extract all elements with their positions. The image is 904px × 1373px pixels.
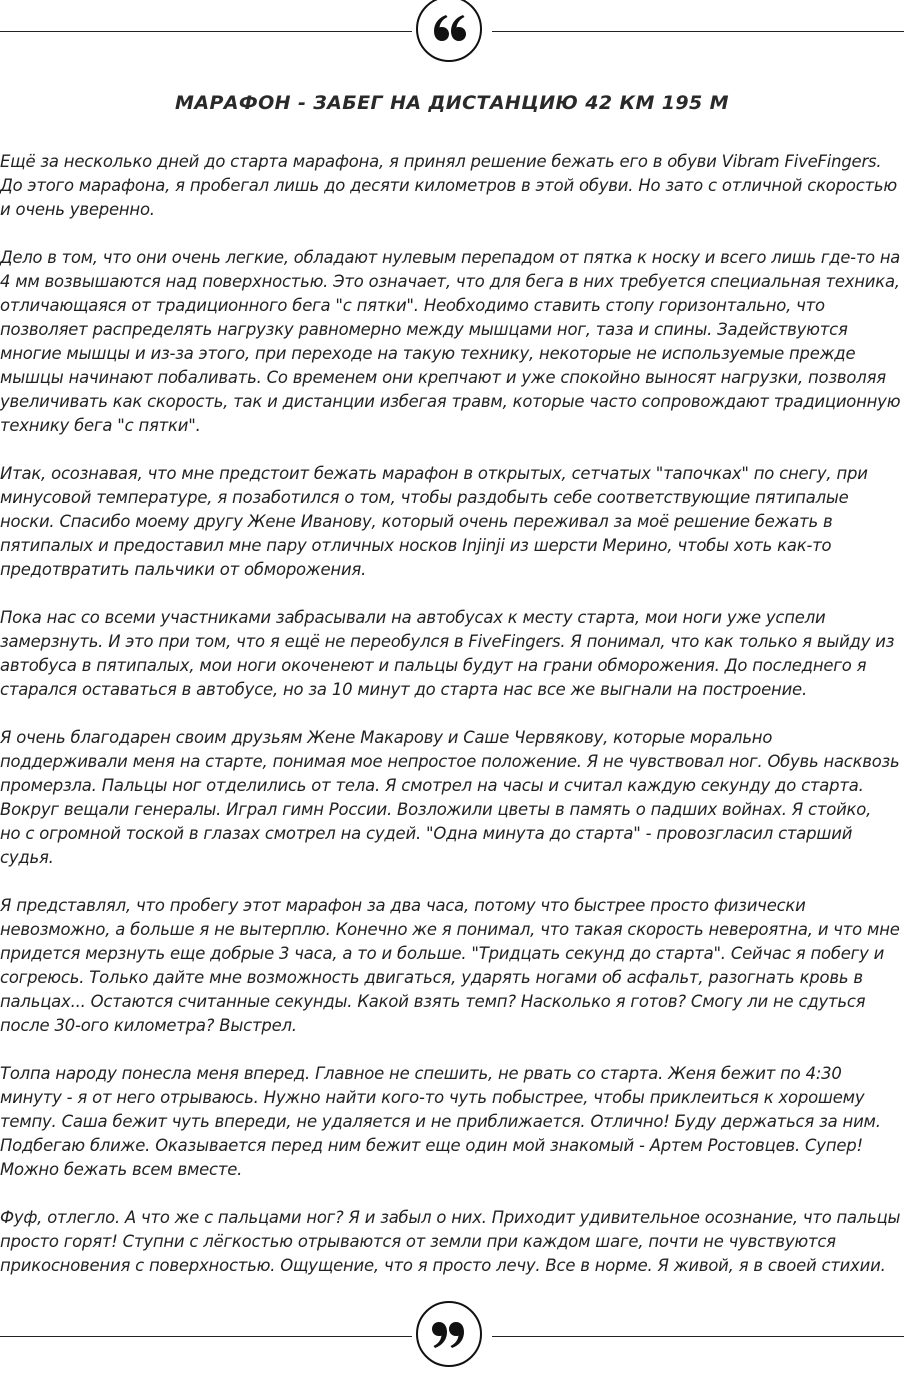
paragraph [0,150,904,222]
paragraph-line: промерзла. Пальцы ног отделились от тела. Я смотрел на часы и считал каждую секунду до старта. [0,776,864,795]
opening-quote-icon [416,0,482,62]
paragraph-line: прикосновения с поверхностью. Ощущение, что я просто лечу. Все в норме. Я живой, я в своей стихии. [0,1256,886,1275]
divider-line-left [0,1336,412,1337]
paragraph-line: многие мышцы и из-за этого, при переходе на такую технику, некоторые не используемые прежде [0,344,856,363]
paragraph-line: замерзнуть. И это при том, что я ещё не переобулся в FiveFingers. Я понимал, что как только я выйду из [0,632,895,651]
paragraph-line: придется мерзнуть еще добрые 3 часа, а то и больше. "Тридцать секунд до старта". Сейчас я побегу и [0,944,885,963]
paragraph-line: и очень уверенно. [0,200,155,219]
paragraph [0,1062,904,1182]
paragraph-line: пальцах... Остаются считанные секунды. Какой взять темп? Насколько я готов? Смогу ли не сдуться [0,992,866,1011]
top-quote-divider [0,0,904,68]
paragraph-line: Толпа народу понесла меня вперед. Главное не спешить, не рвать со старта. Женя бежит по 4:30 [0,1064,842,1083]
paragraph-line: но с огромной тоской в глазах смотрел на судей. "Одна минута до старта" - провозгласил старший [0,824,853,843]
paragraph-line: До этого марафона, я пробегал лишь до десяти километров в этой обуви. Но зато с отличной скоростью [0,176,898,195]
paragraph-line: минуту - я от него отрываюсь. Нужно найти кого-то чуть побыстрее, чтобы приклеиться к хорошему [0,1088,865,1107]
paragraph-line: Пока нас со всеми участниками забрасывали на автобусах к месту старта, мои ноги уже успели [0,608,826,627]
paragraph-line: Можно бежать всем вместе. [0,1160,243,1179]
paragraph-line: мышцы начинают побаливать. Со временем они крепчают и уже спокойно выносят нагрузки, позволяя [0,368,886,387]
divider-line-left [0,31,412,32]
paragraph [0,462,904,582]
paragraph-line: Ещё за несколько дней до старта марафона, я принял решение бежать его в обуви Vibram FiveFingers. [0,152,882,171]
article-body [0,150,904,1278]
paragraph-line: темпу. Саша бежит чуть впереди, не удаляется и не приближается. Отлично! Буду держаться за ним. [0,1112,881,1131]
bottom-quote-divider [0,1301,904,1373]
paragraph [0,1206,904,1278]
paragraph-line: Я очень благодарен своим друзьям Жене Макарову и Саше Червякову, которые морально [0,728,773,747]
paragraph-line: увеличивать как скорость, так и дистанции избегая травм, которые часто сопровождают традиционную [0,392,901,411]
paragraph [0,726,904,870]
paragraph-line: невозможно, а больше я не вытерплю. Конечно же я понимал, что такая скорость невероятна, и что мне [0,920,900,939]
paragraph-line: минусовой температуре, я позаботился о том, чтобы раздобыть себе соответствующие пятипалые [0,488,849,507]
paragraph-line: судья. [0,848,54,867]
paragraph-line: пятипалых и предоставил мне пару отличных носков Injinji из шерсти Мерино, чтобы хоть как-то [0,536,832,555]
paragraph [0,606,904,702]
paragraph-line: технику бега "с пятки". [0,416,201,435]
paragraph-line: Итак, осознавая, что мне предстоит бежать марафон в открытых, сетчатых "тапочках" по снегу, при [0,464,868,483]
paragraph-line: отличающаяся от традиционного бега "с пятки". Необходимо ставить стопу горизонтально, что [0,296,825,315]
paragraph-line: просто горят! Ступни с лёгкостью отрываются от земли при каждом шаге, почти не чувствуются [0,1232,836,1251]
paragraph-line: Дело в том, что они очень легкие, обладают нулевым перепадом от пятка к носку и всего лишь где-то на [0,248,901,267]
paragraph-line: Я представлял, что пробегу этот марафон за два часа, потому что быстрее просто физически [0,896,806,915]
paragraph-line: старался оставаться в автобусе, но за 10 минут до старта нас все же выгнали на построение. [0,680,807,699]
paragraph-line: Подбегаю ближе. Оказывается перед ним бежит еще один мой знакомый - Артем Ростовцев. Супер! [0,1136,863,1155]
paragraph-line: носки. Спасибо моему другу Жене Иванову, который очень переживал за моё решение бежать в [0,512,833,531]
paragraph-line: Фуф, отлегло. А что же с пальцами ног? Я и забыл о них. Приходит удивительное осознание, что пальцы [0,1208,901,1227]
closing-quote-icon [416,1301,482,1367]
paragraph-line: Вокруг вещали генералы. Играл гимн России. Возложили цветы в память о падших войнах. Я стойко, [0,800,872,819]
divider-line-right [492,1336,904,1337]
paragraph-line: поддерживали меня на старте, понимая мое непростое положение. Я не чувствовал ног. Обувь насквозь [0,752,900,771]
paragraph-line: предотвратить пальчики от обморожения. [0,560,367,579]
paragraph-line: автобуса в пятипалых, мои ноги окоченеют и пальцы будут на грани обморожения. До последнего я [0,656,867,675]
paragraph-line: 4 мм возвышаются над поверхностью. Это означает, что для бега в них требуется специальная техника, [0,272,900,291]
paragraph-line: согреюсь. Только дайте мне возможность двигаться, ударять ногами об асфальт, разогнать кровь в [0,968,863,987]
article-title: МАРАФОН - ЗАБЕГ НА ДИСТАНЦИЮ 42 КМ 195 М [175,92,729,114]
paragraph-line: после 30-ого километра? Выстрел. [0,1016,297,1035]
divider-line-right [492,31,904,32]
paragraph [0,246,904,438]
paragraph-line: позволяет распределять нагрузку равномерно между мышцами ног, таза и спины. Задействуются [0,320,848,339]
paragraph [0,894,904,1038]
